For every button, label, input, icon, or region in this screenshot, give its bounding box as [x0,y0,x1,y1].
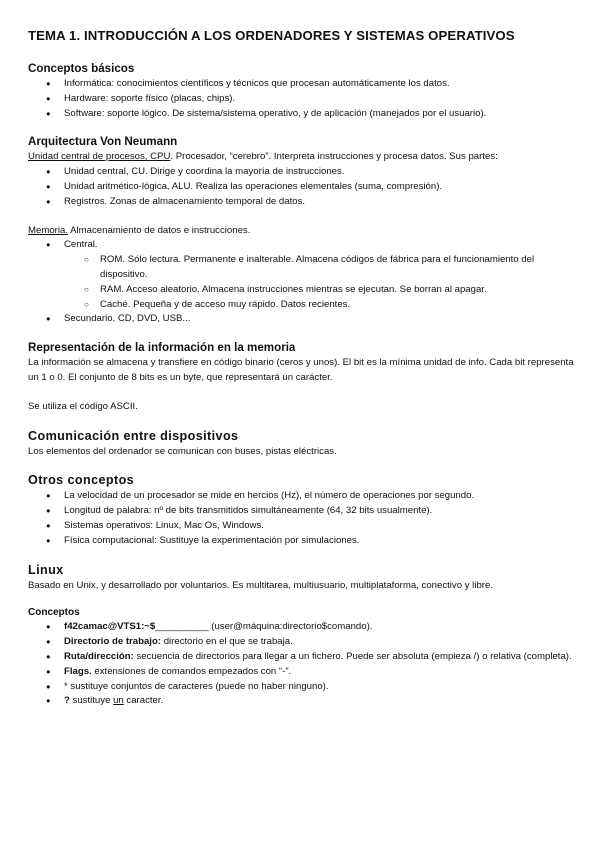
section-heading: Otros conceptos [28,473,135,488]
section-linux [28,563,574,710]
paragraph: La información se almacena y transfiere en código binario (ceros y unos). El bit es la mínima unidad de info. Cada bit representa un 1 o 0. El conjunto de 8 bits es un byte, que representará un carácter. [28,357,574,383]
memory-paragraph [28,224,574,239]
section-heading: Representación de la información en la memoria [28,341,296,355]
page-title: TEMA 1. INTRODUCCIÓN A LOS ORDENADORES Y SISTEMAS OPERATIVOS [28,28,515,43]
paragraph: Los elementos del ordenador se comunican con buses, pistas eléctricas. [28,445,337,457]
section-representacion [28,341,574,414]
sub-list-item: ○ ROM. Sólo lectura. Permanente e inalterable. Almacena códigos de fábrica para el funcionamiento del dispositivo. [28,253,574,283]
memory-label: Memoria. [28,224,68,236]
list-item-directorio: ● Directorio de trabajo: directorio en el que se trabaja. [28,635,574,650]
sub-list-item: ○ Caché. Pequeña y de acceso muy rápido. Datos recientes. [28,298,574,313]
section-conceptos-basicos [28,62,574,121]
paragraph: Se utiliza el código ASCII. [28,400,138,412]
list-item: ● Software: soporte lógico. De sistema/sistema operativo, y de aplicación (manejados por el usuario). [28,107,574,122]
sub-list-item: ○ RAM. Acceso aleatorio. Almacena instrucciones mientras se ejecutan. Se borran al apagar. [28,283,574,298]
section-heading: Comunicación entre dispositivos [28,428,239,443]
list-item: ● Sistemas operativos: Linux, Mac Os, Windows. [28,519,574,534]
subsection-heading: Conceptos [28,607,80,619]
list-item-question: ● ? sustituye un caracter. [28,694,574,709]
list-item: ● Secundario. CD, DVD, USB... [28,312,574,327]
list-item-ruta: ● Ruta/dirección: secuencia de directorios para llegar a un fichero. Puede ser absoluta (empieza /) o relativa (completa). [28,650,574,665]
section-von-neumann [28,135,574,327]
cpu-label: Unidad central de procesos, CPU [28,151,171,163]
list-item: ● Informática: conocimientos científicos y técnicos que procesan automáticamente los datos. [28,77,574,92]
list-item: ● Hardware: soporte físico (placas, chips). [28,92,574,107]
section-heading: Arquitectura Von Neumann [28,135,178,149]
section-heading: Linux [28,562,64,577]
list-item: ● Unidad central, CU. Dirige y coordina la mayoría de instrucciones. [28,165,574,180]
list-item: ● La velocidad de un procesador se mide en hercios (Hz), el número de operaciones por segundo. [28,489,574,504]
list-item: ● Registros. Zonas de almacenamiento temporal de datos. [28,195,574,210]
list-item: ● Física computacional: Sustituye la experimentación por simulaciones. [28,534,574,549]
section-comunicacion [28,429,574,460]
paragraph: Basado en Unix, y desarrollado por voluntarios. Es multitarea, multiusuario, multiplataforma, conectivo y libre. [28,579,493,591]
list-item: ● Unidad aritmético-lógica, ALU. Realiza las operaciones elementales (suma, compresión). [28,180,574,195]
memory-text: Almacenamiento de datos e instrucciones. [67,224,251,236]
list-item: ● Longitud de palabra: nº de bits transmitidos simultáneamente (64, 32 bits usualmente). [28,504,574,519]
section-otros [28,473,574,548]
section-heading: Conceptos básicos [28,62,135,75]
cpu-text: . Procesador, “cerebro”. Interpreta instrucciones y procesa datos. Sus partes: [170,151,498,163]
list-item-central: ● Central. ○ ROM. Sólo lectura. Permanente e inalterable. Almacena códigos de fábrica para el funcionamiento del dispositivo. ○ RAM. Acceso aleatorio. Almacena instrucciones mientras se ejecutan. Se borran al apagar. ○ Caché. Pequeña y de acceso muy rápido. Datos recientes. [28,238,574,312]
list-item-prompt: ● f42camac@VTS1:~$__________ (user@máquina:directorio$comando). [28,620,574,635]
cpu-paragraph [28,150,574,165]
list-item-flags: ● Flags. extensiones de comandos empezados con “-”. [28,665,574,680]
list-item-star: ● * sustituye conjuntos de caracteres (puede no haber ninguno). [28,680,574,695]
